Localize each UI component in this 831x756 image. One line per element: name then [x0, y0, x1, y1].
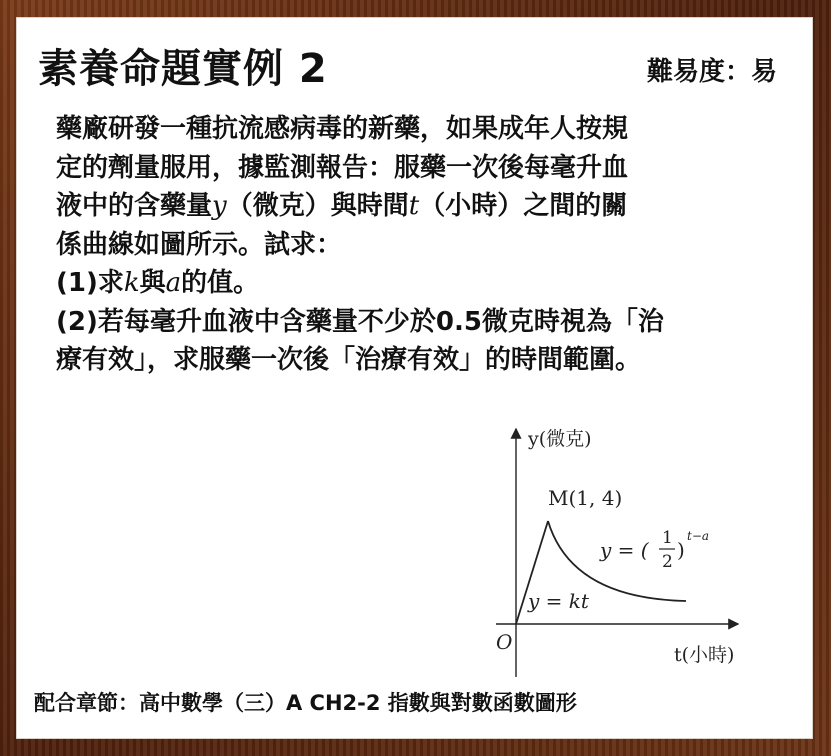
question-1	[56, 264, 796, 303]
variable-y: y	[212, 191, 227, 221]
question-2-line: (2)若每毫升血液中含藥量不少於0.5微克時視為「治	[56, 306, 664, 337]
text-segment: (1)求	[56, 268, 124, 298]
fraction-denominator: 2	[662, 552, 673, 572]
fraction-numerator: 1	[662, 528, 673, 548]
y-axis-label: y(微克)	[528, 428, 592, 450]
text-segment: （小時）之間的關	[419, 191, 628, 221]
chapter-reference: 配合章節：高中數學（三）A CH2-2 指數與對數函數圖形	[34, 691, 577, 715]
page-title: 素養命題實例 2	[38, 46, 328, 92]
difficulty-label: 難易度：易	[646, 57, 777, 87]
text-segment: 與	[139, 268, 166, 298]
text-segment: 液中的含藥量	[56, 191, 213, 221]
problem-line	[56, 187, 796, 226]
variable-k: k	[123, 268, 140, 298]
problem-line: 藥廠研發一種抗流感病毒的新藥，如果成年人按規	[56, 114, 629, 144]
problem-line: 係曲線如圖所示。試求：	[56, 229, 343, 260]
x-axis-label: t(小時)	[674, 644, 735, 666]
variable-t: t	[408, 191, 420, 221]
content-board	[16, 17, 813, 739]
decay-formula-left: y = (	[600, 538, 649, 562]
exponent: t−a	[687, 529, 710, 543]
problem-line: 定的劑量服用，據監測報告：服藥一次後每毫升血	[56, 152, 629, 183]
decay-formula-right: )	[677, 538, 685, 562]
text-segment: （微克）與時間	[226, 191, 409, 221]
concentration-graph	[476, 415, 776, 685]
variable-a: a	[165, 268, 182, 298]
linear-formula: y = kt	[528, 589, 589, 613]
origin-label: O	[496, 630, 513, 654]
question-2-line: 療有效」，求服藥一次後「治療有效」的時間範圍。	[56, 345, 642, 375]
peak-label: M(1, 4)	[548, 486, 623, 510]
problem-statement	[56, 110, 796, 380]
text-segment: 的值。	[181, 268, 260, 298]
